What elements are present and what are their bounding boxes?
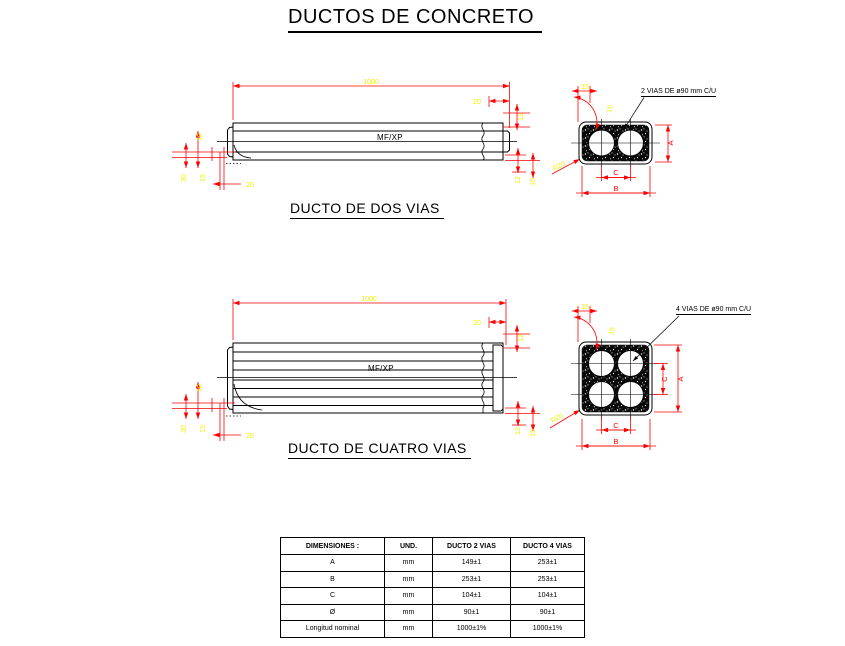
dim-length-label: 1000: [363, 79, 379, 86]
table-cell: mm: [385, 571, 433, 588]
table-cell: C: [281, 588, 385, 605]
dim-top-right-label: 12: [518, 113, 525, 121]
label-width-B: B: [613, 437, 619, 446]
table-cell: mm: [385, 621, 433, 638]
dim-bottom-right1-label: 12: [515, 427, 522, 435]
table-cell: 1000±1%: [433, 621, 511, 638]
dim-left-top-label: 10: [197, 133, 204, 141]
dim-left-h1-label: 30: [181, 425, 188, 433]
table-row: [281, 571, 585, 588]
duct4-callout: 4 VIAS DE ø90 mm C/U: [676, 306, 752, 313]
table-cell: 90±1: [511, 604, 585, 621]
table-cell: 90±1: [433, 604, 511, 621]
label-width-B: B: [613, 184, 619, 193]
table-header-ducto2: DUCTO 2 VIAS: [433, 538, 511, 555]
dim-length-label: 1000: [361, 296, 377, 303]
table-cell: 253±1: [511, 555, 585, 572]
dim-left-bottom-label: 20: [246, 433, 254, 440]
table-row: [281, 604, 585, 621]
dim-bottom-right2-label: 15: [530, 178, 537, 186]
table-cell: 104±1: [511, 588, 585, 605]
table-header-und: UND.: [385, 538, 433, 555]
table-cell: 253±1: [433, 571, 511, 588]
table-row: [281, 555, 585, 572]
duct2-callout: 2 VIAS DE ø90 mm C/U: [641, 88, 717, 95]
section-wall-label: 15: [581, 304, 589, 311]
dim-left-h2-label: 15: [200, 425, 207, 433]
duct2-cross-section: [571, 98, 660, 168]
table-cell: Ø: [281, 604, 385, 621]
table-cell: mm: [385, 604, 433, 621]
dim-left-h1-label: 30: [181, 174, 188, 182]
dimensions-table: [280, 537, 585, 638]
corner-radius-label: R20: [549, 412, 565, 425]
table-header-ducto4: DUCTO 4 VIAS: [511, 538, 585, 555]
label-height-A: A: [676, 376, 685, 382]
dim-end-offset-label: 20: [473, 320, 481, 327]
dim-end-offset-label: 20: [473, 99, 481, 106]
duct4-section-title: DUCTO DE CUATRO VIAS: [288, 440, 471, 459]
table-header-dimensiones: DIMENSIONES :: [281, 538, 385, 555]
table-cell: 253±1: [511, 571, 585, 588]
dim-left-h2-label: 15: [200, 174, 207, 182]
duct4-body-label: MF/XP: [368, 364, 394, 373]
table-cell: mm: [385, 555, 433, 572]
duct2-section-title: DUCTO DE DOS VIAS: [290, 200, 444, 219]
table-cell: B: [281, 571, 385, 588]
label-spacing-C: C: [613, 421, 619, 430]
page-title: DUCTOS DE CONCRETO: [288, 6, 542, 33]
table-row: [281, 588, 585, 605]
duct2-side-view: [217, 123, 517, 164]
table-cell: 1000±1%: [511, 621, 585, 638]
table-row: [281, 621, 585, 638]
section-radius-label: 15: [608, 326, 617, 336]
section-wall-label: 15: [581, 84, 589, 91]
table-header-row: [281, 538, 585, 555]
dim-left-bottom-label: 20: [246, 182, 254, 189]
dim-top-right-label: 12: [518, 334, 525, 342]
table-cell: Longitud nominal: [281, 621, 385, 638]
label-spacing-C: C: [613, 168, 619, 177]
dim-bottom-right2-label: 15: [530, 429, 537, 437]
table-cell: 104±1: [433, 588, 511, 605]
duct4-side-view: [217, 343, 517, 416]
dim-bottom-right1-label: 12: [515, 176, 522, 184]
table-cell: mm: [385, 588, 433, 605]
label-height-A: A: [666, 140, 675, 146]
label-spacing-vertical-C: C: [660, 376, 669, 382]
corner-radius-label: R20: [551, 160, 567, 173]
duct2-body-label: MF/XP: [377, 133, 403, 142]
dim-left-top-label: 10: [197, 384, 204, 392]
table-cell: A: [281, 555, 385, 572]
table-cell: 149±1: [433, 555, 511, 572]
section-radius-label: 15: [606, 104, 615, 114]
